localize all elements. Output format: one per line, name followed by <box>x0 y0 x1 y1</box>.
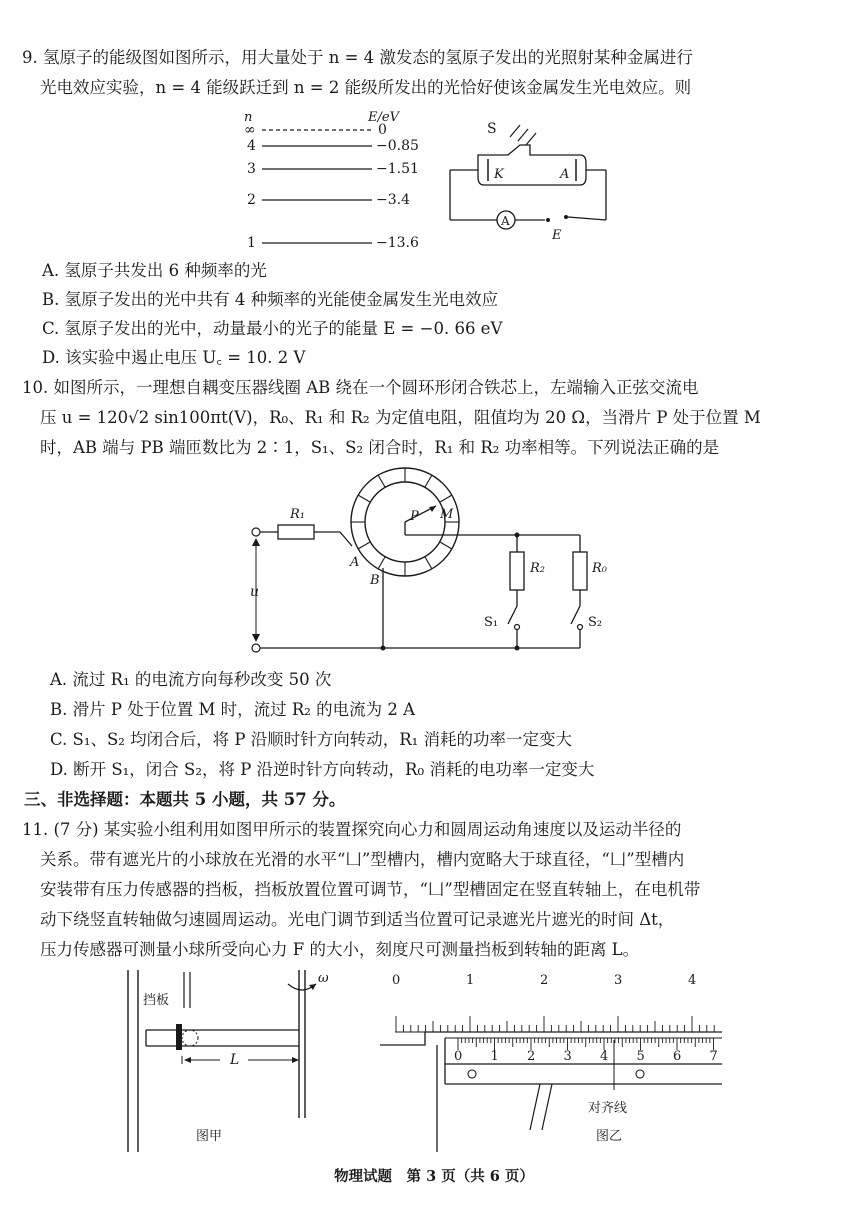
r1-label: R₁ <box>290 507 305 522</box>
main-scale-label: 4 <box>688 973 697 988</box>
q9-option-d: D. 该实验中遏止电压 U꜀ = 10. 2 V <box>42 348 306 367</box>
vernier-scale-label: 3 <box>563 1049 572 1064</box>
position-m-label: M <box>440 507 454 522</box>
r2-label: R₂ <box>530 561 545 576</box>
vernier-scale-label: 0 <box>454 1049 463 1064</box>
vernier-scale-label: 1 <box>490 1049 499 1064</box>
q10-stem-line3: 时，AB 端与 PB 端匝数比为 2∶1，S₁、S₂ 闭合时，R₁ 和 R₂ 功率相等。下列说法正确的是 <box>40 438 720 457</box>
q11-stem-line4: 动下绕竖直转轴做匀速圆周运动。光电门调节到适当位置可记录遮光片遮光的时间 Δt， <box>40 910 675 929</box>
slider-p-label: P <box>410 509 419 524</box>
level-n-3: 3 <box>247 161 256 177</box>
q11-stem-line1: 11. (7 分) 某实验小组利用如图甲所示的装置探究向心力和圆周运动角速度以及运动半径的 <box>22 820 682 839</box>
q10-option-a: A. 流过 R₁ 的电流方向每秒改变 50 次 <box>50 670 332 689</box>
ammeter-label: A <box>501 214 510 228</box>
vernier-scale-label: 2 <box>527 1049 536 1064</box>
q10-option-c: C. S₁、S₂ 均闭合后，将 P 沿顺时针方向转动，R₁ 消耗的功率一定变大 <box>50 730 572 749</box>
level-n-inf: ∞ <box>244 122 256 138</box>
section-3-heading: 三、非选择题：本题共 5 小题，共 57 分。 <box>24 790 346 809</box>
q9-stem-line2: 光电效应实验，n = 4 能级跃迁到 n = 2 能级所发出的光恰好使该金属发生光电效应。则 <box>40 78 692 97</box>
q11-stem-line3: 安装带有压力传感器的挡板，挡板放置位置可调节，“凵”型槽固定在竖直转轴上，在电机带 <box>40 880 701 899</box>
vernier-scale-label: 4 <box>600 1049 609 1064</box>
distance-l-label: L <box>230 1052 240 1068</box>
autotransformer-circuit <box>0 460 868 660</box>
r0-label: R₀ <box>592 561 607 576</box>
photoelectric-circuit <box>0 105 868 255</box>
battery-label: E <box>552 228 562 243</box>
level-e-header: E/eV <box>368 110 399 125</box>
resistor-r0 <box>573 552 587 590</box>
baffle-label: 挡板 <box>143 993 170 1008</box>
vernier-scale-label: 5 <box>636 1049 645 1064</box>
s1-label: S₁ <box>484 615 499 630</box>
resistor-r1 <box>278 525 314 539</box>
light-source-label: S <box>487 121 497 137</box>
figure-b-caption: 图乙 <box>596 1129 623 1144</box>
main-scale-label: 3 <box>614 973 623 988</box>
level-e-1: −13.6 <box>376 235 419 251</box>
level-n-2: 2 <box>247 192 256 208</box>
page-footer: 物理试题 第 3 页（共 6 页） <box>334 1168 534 1185</box>
q10-option-b: B. 滑片 P 处于位置 M 时，流过 R₂ 的电流为 2 A <box>50 700 416 719</box>
voltage-u-label: u <box>250 584 260 600</box>
main-scale-label: 2 <box>540 973 549 988</box>
vernier-scale-label: 6 <box>673 1049 682 1064</box>
q9-option-b: B. 氢原子发出的光中共有 4 种频率的光能使金属发生光电效应 <box>42 290 499 309</box>
alignment-line-label: 对齐线 <box>588 1101 628 1116</box>
q10-stem-line2: 压 u = 120√2 sin100πt(V)，R₀、R₁ 和 R₂ 为定值电阻，阻值均为 20 Ω，当滑片 P 处于位置 M <box>40 408 761 427</box>
q10-option-d: D. 断开 S₁，闭合 S₂，将 P 沿逆时针方向转动，R₀ 消耗的电功率一定变大 <box>50 760 595 779</box>
q11-stem-line5: 压力传感器可测量小球所受向心力 F 的大小，刻度尺可测量挡板到转轴的距离 L。 <box>40 940 640 959</box>
s2-label: S₂ <box>588 615 603 630</box>
q9-stem-line1: 9. 氢原子的能级图如图所示，用大量处于 n = 4 激发态的氢原子发出的光照射某种金属进行 <box>22 48 693 67</box>
level-e-2: −3.4 <box>376 192 410 208</box>
level-n-4: 4 <box>247 138 256 154</box>
level-e-4: −0.85 <box>376 138 419 154</box>
main-scale-label: 0 <box>392 973 401 988</box>
q9-option-a: A. 氢原子共发出 6 种频率的光 <box>42 261 267 280</box>
q10-stem-line1: 10. 如图所示，一理想自耦变压器线圈 AB 绕在一个圆环形闭合铁芯上，左端输入正弦交流电 <box>22 378 699 397</box>
anode-label: A <box>560 167 570 182</box>
level-e-inf: 0 <box>378 122 387 138</box>
level-e-3: −1.51 <box>376 161 419 177</box>
vernier-scale-label: 7 <box>709 1049 718 1064</box>
q9-option-c: C. 氢原子发出的光中，动量最小的光子的能量 E = −0. 66 eV <box>42 319 503 338</box>
q11-stem-line2: 关系。带有遮光片的小球放在光滑的水平“凵”型槽内，槽内宽略大于球直径，“凵”型槽内 <box>40 850 685 869</box>
main-scale-label: 1 <box>466 973 475 988</box>
level-n-1: 1 <box>247 235 256 251</box>
cathode-label: K <box>494 167 504 182</box>
figure-b-vernier-caliper <box>0 960 868 1150</box>
figure-a-caption: 图甲 <box>196 1129 223 1144</box>
omega-label: ω <box>318 971 329 986</box>
resistor-r2 <box>510 552 524 590</box>
level-n-header: n <box>244 110 253 125</box>
terminal-a-label: A <box>350 555 360 570</box>
terminal-b-label: B <box>370 573 380 588</box>
